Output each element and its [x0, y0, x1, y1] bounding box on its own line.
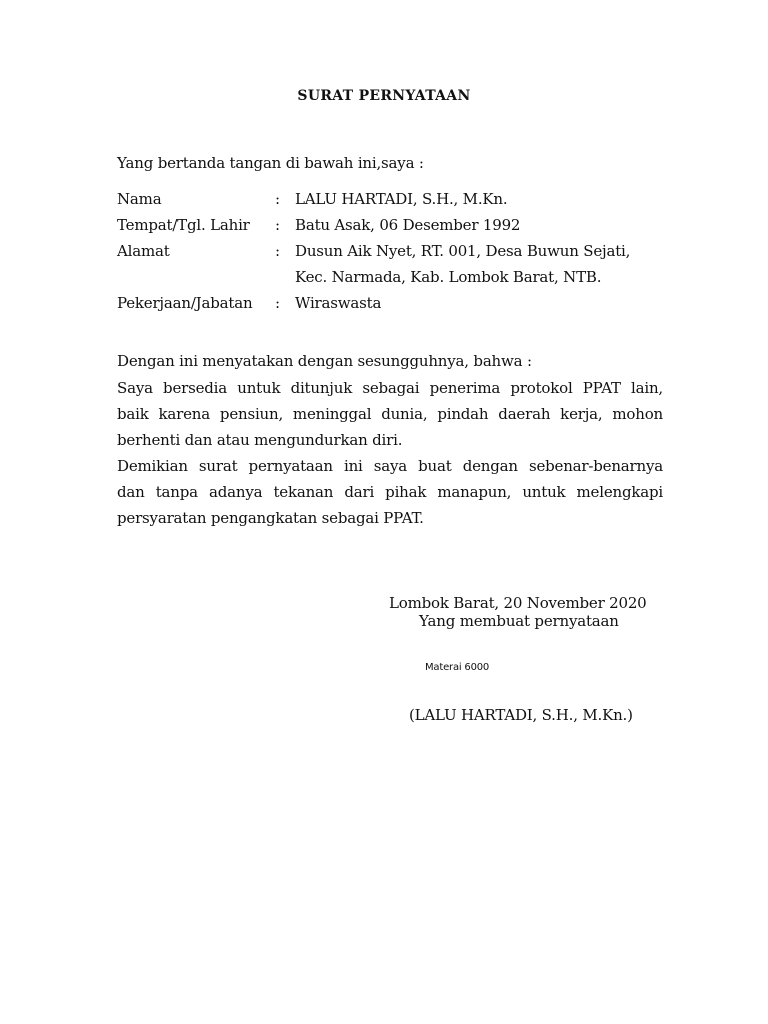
field-label: Pekerjaan/Jabatan: [117, 294, 253, 312]
statement-line: persyaratan pengangkatan sebagai PPAT.: [117, 509, 424, 527]
field-name: [117, 190, 657, 212]
field-birth: [117, 216, 657, 238]
statement-line: baik karena pensiun, meninggal dunia, pindah daerah kerja, mohon: [117, 405, 663, 423]
field-colon: :: [275, 190, 280, 208]
statement-line: dan tanpa adanya tekanan dari pihak manapun, untuk melengkapi: [117, 483, 663, 501]
field-occupation: [117, 294, 657, 316]
field-value: Dusun Aik Nyet, RT. 001, Desa Buwun Sejati,: [295, 242, 631, 260]
field-address: [117, 242, 657, 264]
field-value: Kec. Narmada, Kab. Lombok Barat, NTB.: [295, 268, 602, 286]
field-colon: :: [275, 242, 280, 260]
statement-line: Demikian surat pernyataan ini saya buat dengan sebenar-benarnya: [117, 457, 663, 475]
field-label: Alamat: [117, 242, 170, 260]
statement-opening: Dengan ini menyatakan dengan sesungguhnya, bahwa :: [117, 352, 532, 370]
field-value: LALU HARTADI, S.H., M.Kn.: [295, 190, 508, 208]
field-colon: :: [275, 294, 280, 312]
intro-text: Yang bertanda tangan di bawah ini,saya :: [117, 154, 424, 172]
field-value: Wiraswasta: [295, 294, 382, 312]
maker-label: Yang membuat pernyataan: [419, 612, 619, 630]
stamp-label: Materai 6000: [425, 662, 490, 673]
statement-line: Saya bersedia untuk ditunjuk sebagai penerima protokol PPAT lain,: [117, 379, 663, 397]
document-title: SURAT PERNYATAAN: [297, 88, 471, 104]
field-address-continued: [117, 268, 657, 290]
statement-line: berhenti dan atau mengundurkan diri.: [117, 431, 403, 449]
place-date: Lombok Barat, 20 November 2020: [389, 594, 647, 612]
field-label: Nama: [117, 190, 162, 208]
field-value: Batu Asak, 06 Desember 1992: [295, 216, 521, 234]
signer-name: (LALU HARTADI, S.H., M.Kn.): [409, 706, 633, 724]
field-colon: :: [275, 216, 280, 234]
field-label: Tempat/Tgl. Lahir: [117, 216, 250, 234]
